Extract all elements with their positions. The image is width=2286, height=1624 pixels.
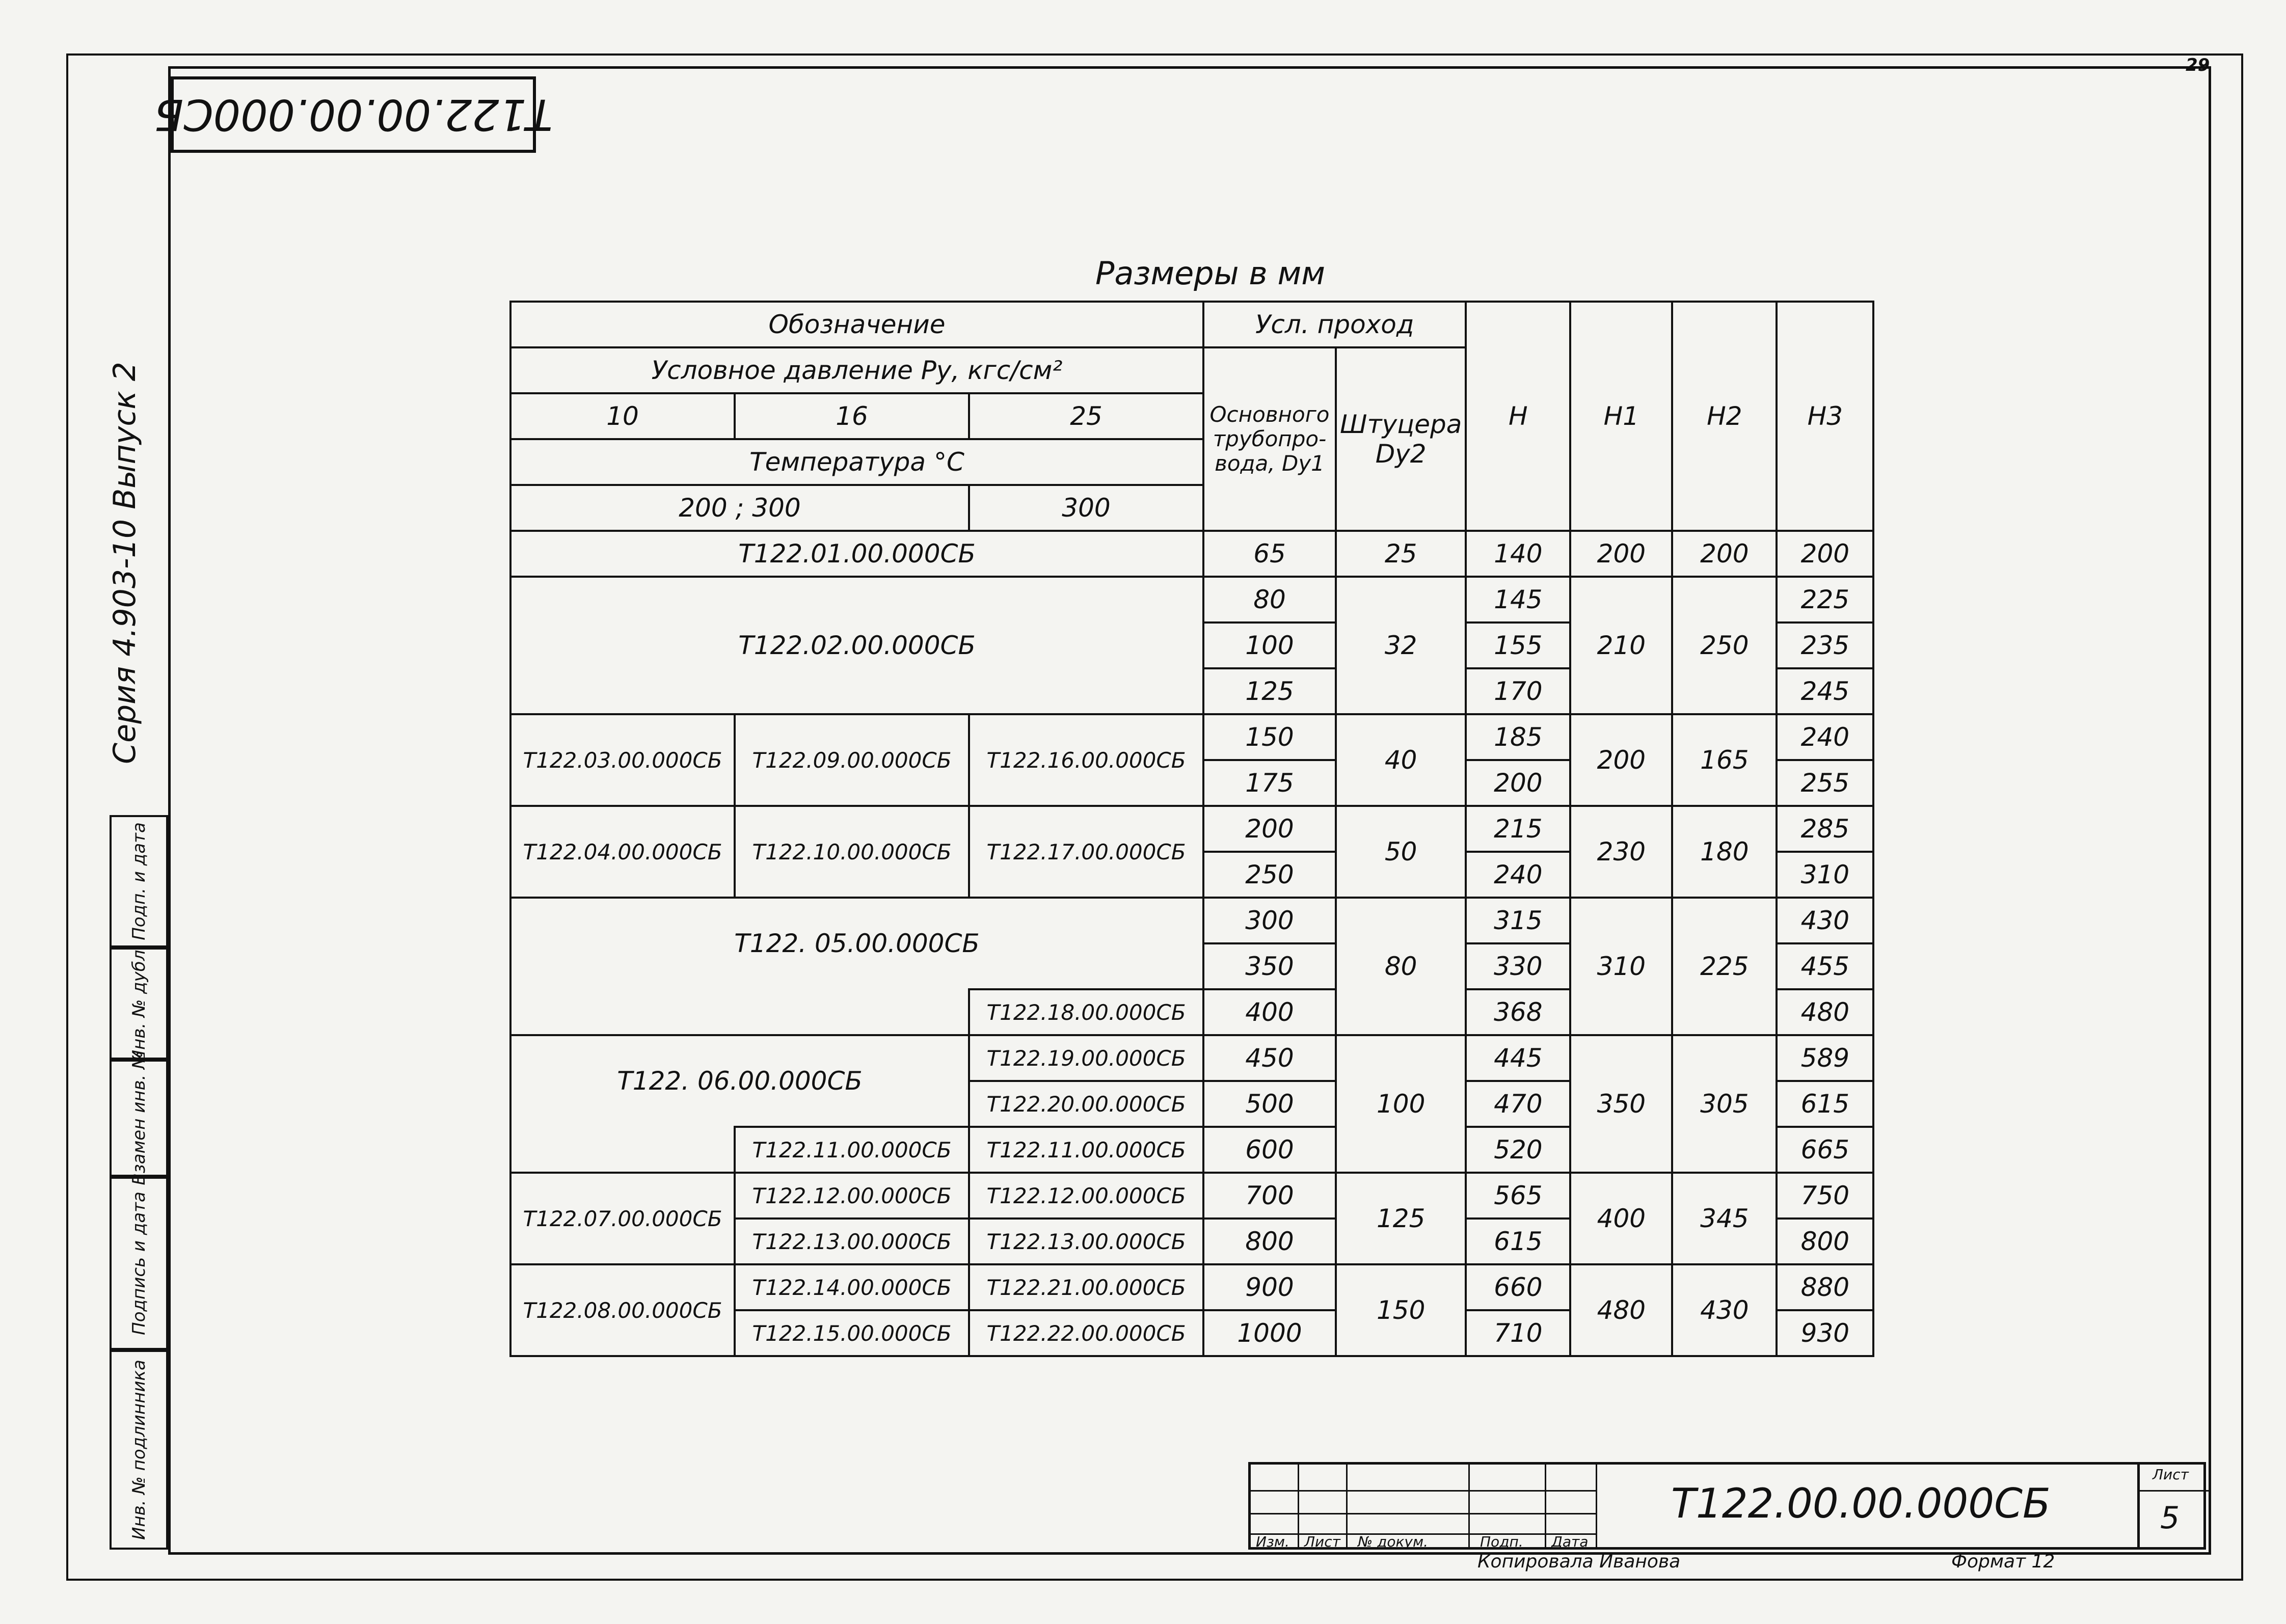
g8-h-0: 660 (1466, 1264, 1570, 1310)
t3: 300 (969, 485, 1203, 531)
g6-h1: 350 (1570, 1035, 1672, 1173)
g2-dy1-0: 80 (1203, 577, 1336, 622)
g8-d3-1: T122.22.00.000СБ (969, 1310, 1203, 1356)
g3-h3-0: 240 (1777, 714, 1873, 760)
h-passage: Усл. проход (1203, 302, 1466, 347)
g3-h3-1: 255 (1777, 760, 1873, 806)
g5-dy1-1: 350 (1203, 943, 1336, 989)
g5-dy2: 80 (1336, 898, 1466, 1035)
g3-dy2: 40 (1336, 714, 1466, 806)
g8-d1: T122.08.00.000СБ (510, 1264, 735, 1356)
r1-h: 140 (1466, 531, 1570, 577)
t1: 200 ; 300 (510, 485, 969, 531)
g7-d2-0: T122.12.00.000СБ (735, 1173, 969, 1219)
sheet-number: 5 (2160, 1500, 2180, 1536)
h-temp: Температура °С (510, 439, 1203, 485)
g7-h-1: 615 (1466, 1219, 1570, 1264)
g5-h3-2: 480 (1777, 989, 1873, 1035)
g3-d2: T122.09.00.000СБ (735, 714, 969, 806)
g7-h-0: 565 (1466, 1173, 1570, 1219)
h-main: Основного трубопро-вода, Dу1 (1203, 347, 1336, 531)
g2-dy1-1: 100 (1203, 622, 1336, 668)
g5-designation: T122. 05.00.000СБ (510, 898, 1203, 989)
side-col-sign-date: Подпись и дата (110, 1177, 168, 1350)
g4-h3-1: 310 (1777, 852, 1873, 898)
g6-d3b: T122.20.00.000СБ (969, 1081, 1203, 1127)
g2-h-0: 145 (1466, 577, 1570, 622)
side-col-replace: Взамен инв. № (110, 1060, 168, 1177)
g4-h-0: 215 (1466, 806, 1570, 852)
g6-dy1-0: 450 (1203, 1035, 1336, 1081)
g2-h-1: 155 (1466, 622, 1570, 668)
g6-h3-2: 665 (1777, 1127, 1873, 1173)
g7-h3-1: 800 (1777, 1219, 1873, 1264)
g4-dy1-1: 250 (1203, 852, 1336, 898)
g8-h3-1: 930 (1777, 1310, 1873, 1356)
g7-h2: 345 (1672, 1173, 1777, 1264)
g5-h2: 225 (1672, 898, 1777, 1035)
g6-designation: T122. 06.00.000СБ (510, 1035, 969, 1127)
g2-designation: T122.02.00.000СБ (510, 577, 1203, 714)
g7-dy1-1: 800 (1203, 1219, 1336, 1264)
g7-dy2: 125 (1336, 1173, 1466, 1264)
g2-dy1-2: 125 (1203, 668, 1336, 714)
g4-h-1: 240 (1466, 852, 1570, 898)
g4-d2: T122.10.00.000СБ (735, 806, 969, 898)
g8-h2: 430 (1672, 1264, 1777, 1356)
g6-h3-1: 615 (1777, 1081, 1873, 1127)
h-H1: H1 (1570, 302, 1672, 531)
g5-d3: T122.18.00.000СБ (969, 989, 1203, 1035)
page-number: 29 (2186, 55, 2210, 75)
tb-label-izm: Изм. (1256, 1533, 1289, 1550)
g7-dy1-0: 700 (1203, 1173, 1336, 1219)
side-col-dup: Инв. № дубл. (110, 948, 168, 1060)
drawing-designation: T122.00.00.000СБ (1671, 1480, 2051, 1527)
dimensions-table (509, 301, 1874, 1357)
g4-dy2: 50 (1336, 806, 1466, 898)
g4-dy1-0: 200 (1203, 806, 1336, 852)
series-text: Серия 4.903-10 Выпуск 2 (107, 362, 143, 764)
g7-d1: T122.07.00.000СБ (510, 1173, 735, 1264)
tb-label-list: Лист (1304, 1533, 1340, 1550)
g5-h-0: 315 (1466, 898, 1570, 943)
g2-h3-1: 235 (1777, 622, 1873, 668)
g8-h-1: 710 (1466, 1310, 1570, 1356)
g8-d3-0: T122.21.00.000СБ (969, 1264, 1203, 1310)
p16: 16 (735, 393, 969, 439)
g6-d3a: T122.19.00.000СБ (969, 1035, 1203, 1081)
copied-by: Копировала Иванова (1477, 1551, 1681, 1572)
side-col-original: Инв. № подлинника (110, 1350, 168, 1550)
tb-label-sign: Подп. (1480, 1533, 1523, 1550)
g6-dy1-1: 500 (1203, 1081, 1336, 1127)
h-H2: H2 (1672, 302, 1777, 531)
g5-h3-0: 430 (1777, 898, 1873, 943)
g5-dy1-2: 400 (1203, 989, 1336, 1035)
g8-dy2: 150 (1336, 1264, 1466, 1356)
g3-h-1: 200 (1466, 760, 1570, 806)
g6-h-0: 445 (1466, 1035, 1570, 1081)
g6-h3-0: 589 (1777, 1035, 1873, 1081)
units-note: Размеры в мм (1095, 255, 1326, 292)
g6-d2c: T122.11.00.000СБ (735, 1127, 969, 1173)
r1-h1: 200 (1570, 531, 1672, 577)
g8-dy1-1: 1000 (1203, 1310, 1336, 1356)
g8-h3-0: 880 (1777, 1264, 1873, 1310)
h-H3: H3 (1777, 302, 1873, 531)
g3-h-0: 185 (1466, 714, 1570, 760)
g6-dy2: 100 (1336, 1035, 1466, 1173)
g4-h3-0: 285 (1777, 806, 1873, 852)
r1-designation: T122.01.00.000СБ (510, 531, 1203, 577)
g3-h1: 200 (1570, 714, 1672, 806)
g3-h2: 165 (1672, 714, 1777, 806)
h-H: H (1466, 302, 1570, 531)
r1-h2: 200 (1672, 531, 1777, 577)
g5-blank (510, 989, 969, 1035)
g3-dy1-0: 150 (1203, 714, 1336, 760)
sheet-label: Лист (2153, 1466, 2189, 1483)
tb-label-date: Дата (1551, 1533, 1589, 1550)
g6-h2: 305 (1672, 1035, 1777, 1173)
g8-h1: 480 (1570, 1264, 1672, 1356)
g8-d2-0: T122.14.00.000СБ (735, 1264, 969, 1310)
p10: 10 (510, 393, 735, 439)
side-col-sign: Подп. и дата (110, 815, 168, 948)
format-label: Формат 12 (1951, 1551, 2055, 1572)
g8-d2-1: T122.15.00.000СБ (735, 1310, 969, 1356)
g5-dy1-0: 300 (1203, 898, 1336, 943)
r1-h3: 200 (1777, 531, 1873, 577)
g6-h-1: 470 (1466, 1081, 1570, 1127)
g5-h-1: 330 (1466, 943, 1570, 989)
tb-label-doc: № докум. (1358, 1533, 1429, 1550)
r1-dy1: 65 (1203, 531, 1336, 577)
g7-h3-0: 750 (1777, 1173, 1873, 1219)
g5-h-2: 368 (1466, 989, 1570, 1035)
g4-h1: 230 (1570, 806, 1672, 898)
g3-d3: T122.16.00.000СБ (969, 714, 1203, 806)
g8-dy1-0: 900 (1203, 1264, 1336, 1310)
g4-h2: 180 (1672, 806, 1777, 898)
g2-dy2: 32 (1336, 577, 1466, 714)
r1-dy2: 25 (1336, 531, 1466, 577)
g6-dy1-2: 600 (1203, 1127, 1336, 1173)
g6-d3c: T122.11.00.000СБ (969, 1127, 1203, 1173)
g6-blank (510, 1127, 735, 1173)
g3-dy1-1: 175 (1203, 760, 1336, 806)
h-pressure: Условное давление Ру, кгс/см² (510, 347, 1203, 393)
g5-h1: 310 (1570, 898, 1672, 1035)
p25: 25 (969, 393, 1203, 439)
g2-h2: 250 (1672, 577, 1777, 714)
g7-h1: 400 (1570, 1173, 1672, 1264)
g7-d3-0: T122.12.00.000СБ (969, 1173, 1203, 1219)
h-designation: Обозначение (510, 302, 1203, 347)
g4-d1: T122.04.00.000СБ (510, 806, 735, 898)
g5-h3-1: 455 (1777, 943, 1873, 989)
g2-h3-2: 245 (1777, 668, 1873, 714)
g6-h-2: 520 (1466, 1127, 1570, 1173)
g2-h3-0: 225 (1777, 577, 1873, 622)
g2-h-2: 170 (1466, 668, 1570, 714)
h-fitting: Штуцера Dу2 (1336, 347, 1466, 531)
g2-h1: 210 (1570, 577, 1672, 714)
g7-d2-1: T122.13.00.000СБ (735, 1219, 969, 1264)
rotated-stamp: T122.00.00.000СБ (171, 76, 536, 153)
g7-d3-1: T122.13.00.000СБ (969, 1219, 1203, 1264)
g4-d3: T122.17.00.000СБ (969, 806, 1203, 898)
g3-d1: T122.03.00.000СБ (510, 714, 735, 806)
